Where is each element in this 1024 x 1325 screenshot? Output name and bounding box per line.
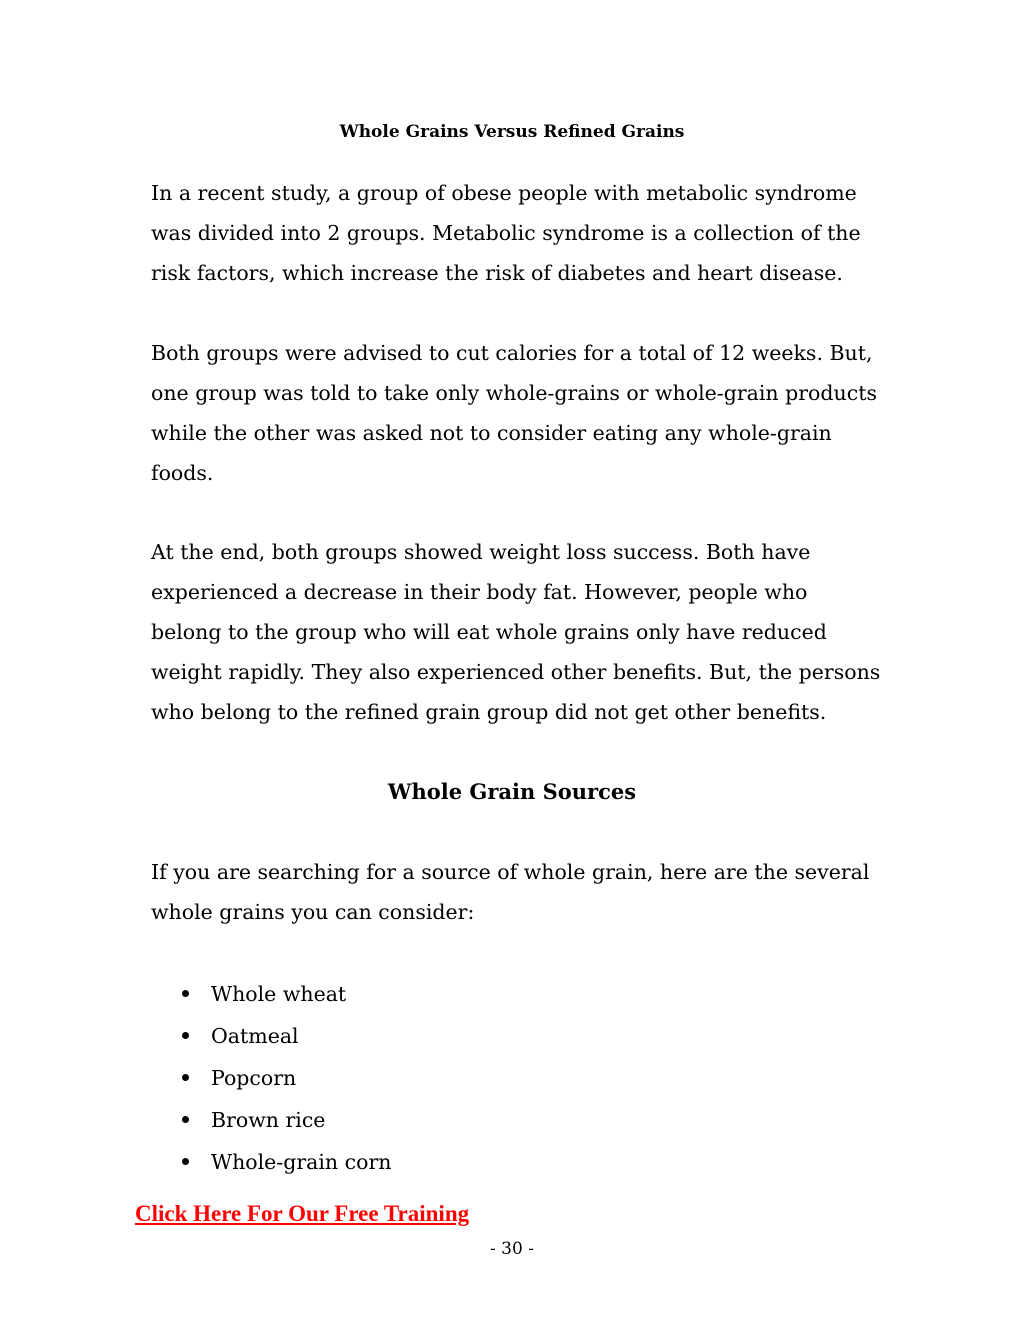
bullet-icon: [182, 1158, 189, 1165]
list-item-label: Whole wheat: [211, 982, 347, 1006]
paragraph-results: At the end, both groups showed weight loss success. Both have experienced a decrease in their body fat. However, people who belong to the group who will eat whole grains only have reduced weight rapidly. They also experienced other benefits. But, the persons who belong to the refined grain group did not get other benefits.: [151, 540, 881, 724]
bullet-icon: [182, 1074, 189, 1081]
list-item: [180, 1141, 391, 1183]
whole-grain-list: [180, 973, 391, 1183]
page-number: - 30 -: [490, 1239, 534, 1259]
paragraph-groups: Both groups were advised to cut calories for a total of 12 weeks. But, one group was told to take only whole-grains or whole-grain products while the other was asked not to consider eating any whole-grain foods.: [151, 341, 877, 485]
list-item: [180, 1057, 391, 1099]
bullet-icon: [182, 1032, 189, 1039]
list-item-label: Popcorn: [211, 1066, 297, 1090]
list-item-label: Whole-grain corn: [211, 1150, 392, 1174]
paragraph-study: In a recent study, a group of obese people with metabolic syndrome was divided into 2 groups. Metabolic syndrome is a collection of the risk factors, which increase the risk of diabetes and heart disease.: [151, 181, 861, 285]
section-heading: Whole Grain Sources: [387, 779, 637, 804]
bullet-icon: [182, 1116, 189, 1123]
list-item-label: Oatmeal: [211, 1024, 299, 1048]
paragraph-intro: If you are searching for a source of whole grain, here are the several whole grains you can consider:: [151, 860, 870, 924]
list-item: [180, 1015, 391, 1057]
page-title: Whole Grains Versus Refined Grains: [339, 122, 685, 142]
list-item: [180, 973, 391, 1015]
bullet-icon: [182, 990, 189, 997]
free-training-link[interactable]: Click Here For Our Free Training: [135, 1201, 470, 1226]
list-item: [180, 1099, 391, 1141]
list-item-label: Brown rice: [211, 1108, 326, 1132]
